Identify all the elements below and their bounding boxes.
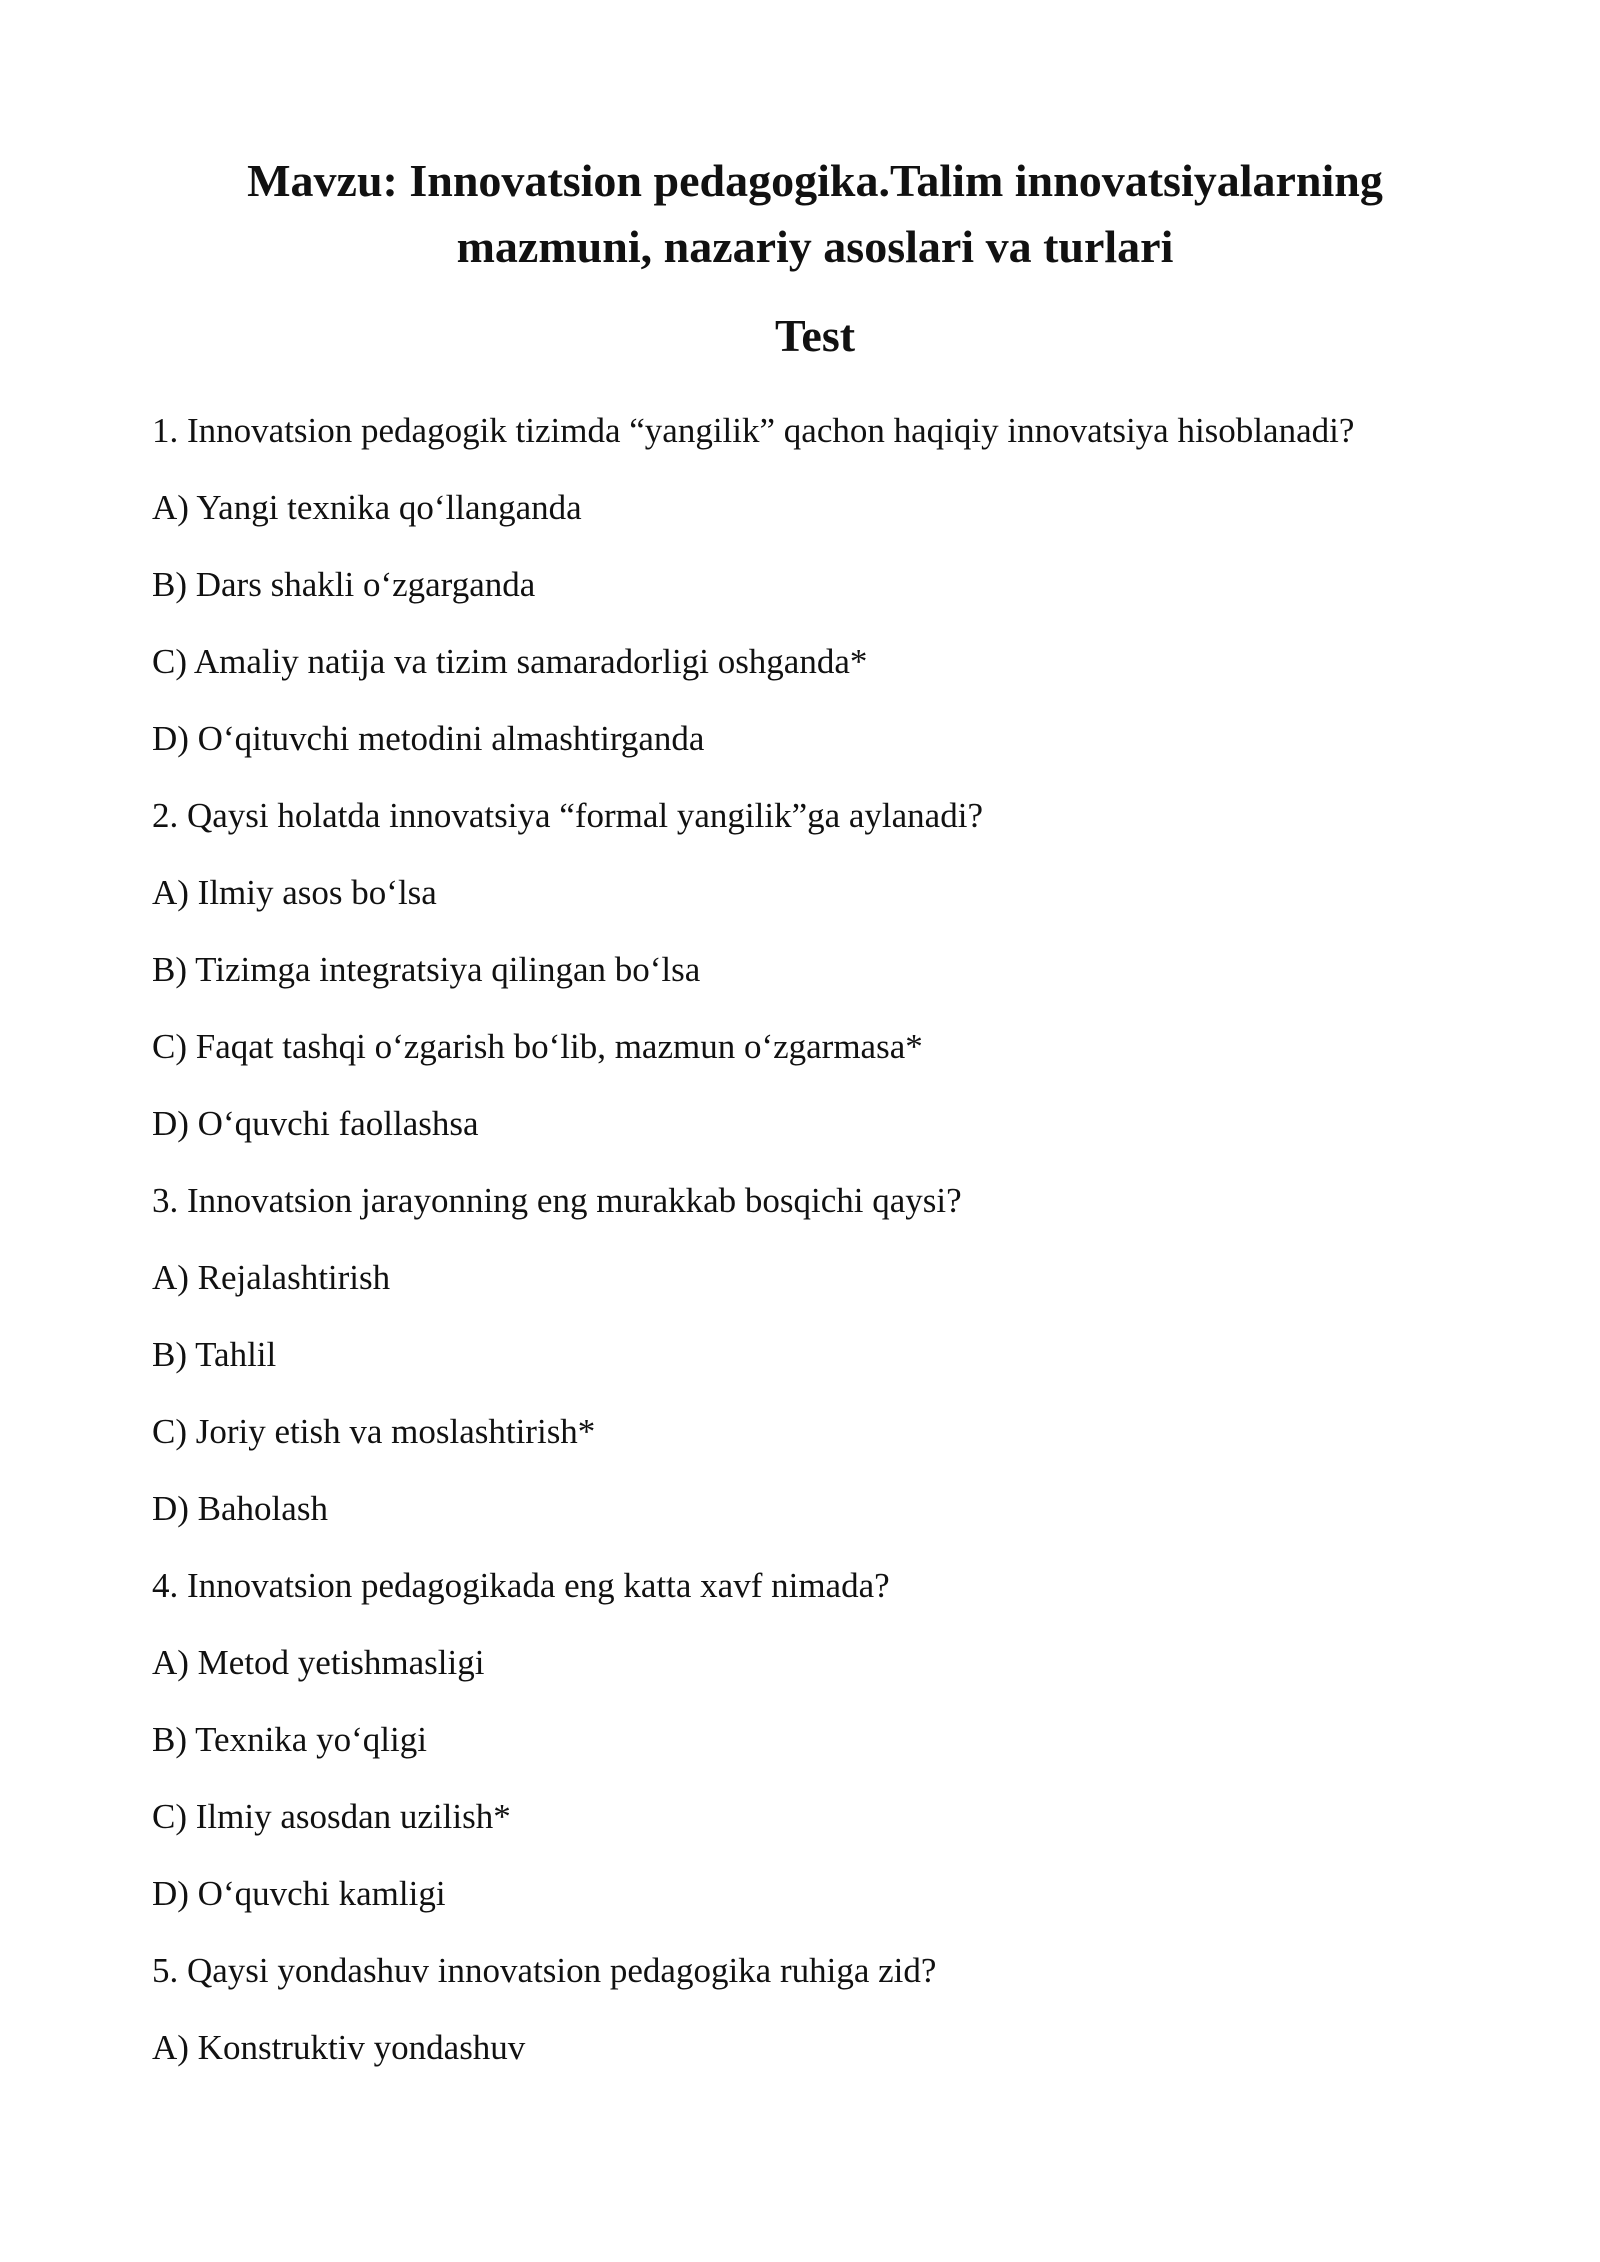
- answer-option: A) Konstruktiv yondashuv: [152, 2028, 526, 2067]
- answer-option: D) O‘qituvchi metodini almashtirganda: [152, 719, 705, 758]
- question-text: 4. Innovatsion pedagogikada eng katta xavf nimada?: [152, 1566, 890, 1605]
- question-text: 2. Qaysi holatda innovatsiya “formal yangilik”ga aylanadi?: [152, 796, 983, 835]
- question-text: 5. Qaysi yondashuv innovatsion pedagogika ruhiga zid?: [152, 1951, 937, 1990]
- answer-option: C) Faqat tashqi o‘zgarish bo‘lib, mazmun o‘zgarmasa*: [152, 1027, 923, 1066]
- title-line-1: Mavzu: Innovatsion pedagogika.Talim innovatsiyalarning: [247, 155, 1383, 206]
- answer-option: D) O‘quvchi faollashsa: [152, 1104, 479, 1143]
- document-title: [150, 148, 1480, 280]
- answer-option: B) Texnika yo‘qligi: [152, 1720, 427, 1759]
- answer-option: A) Ilmiy asos bo‘lsa: [152, 873, 437, 912]
- test-heading: Test: [774, 310, 856, 361]
- answer-option: D) Baholash: [152, 1489, 328, 1528]
- question-text: 3. Innovatsion jarayonning eng murakkab bosqichi qaysi?: [152, 1181, 962, 1220]
- answer-option: B) Tahlil: [152, 1335, 277, 1374]
- answer-option: D) O‘quvchi kamligi: [152, 1874, 446, 1913]
- question-list: [152, 392, 1482, 2086]
- answer-option: A) Yangi texnika qo‘llanganda: [152, 488, 582, 527]
- answer-option: C) Ilmiy asosdan uzilish*: [152, 1797, 511, 1836]
- answer-option: C) Joriy etish va moslashtirish*: [152, 1412, 596, 1451]
- answer-option: B) Tizimga integratsiya qilingan bo‘lsa: [152, 950, 701, 989]
- answer-option: A) Rejalashtirish: [152, 1258, 391, 1297]
- title-line-2: mazmuni, nazariy asoslari va turlari: [456, 221, 1174, 272]
- answer-option: A) Metod yetishmasligi: [152, 1643, 485, 1682]
- answer-option: B) Dars shakli o‘zgarganda: [152, 565, 536, 604]
- question-text: 1. Innovatsion pedagogik tizimda “yangilik” qachon haqiqiy innovatsiya hisoblanadi?: [152, 411, 1355, 450]
- answer-option: C) Amaliy natija va tizim samaradorligi oshganda*: [152, 642, 868, 681]
